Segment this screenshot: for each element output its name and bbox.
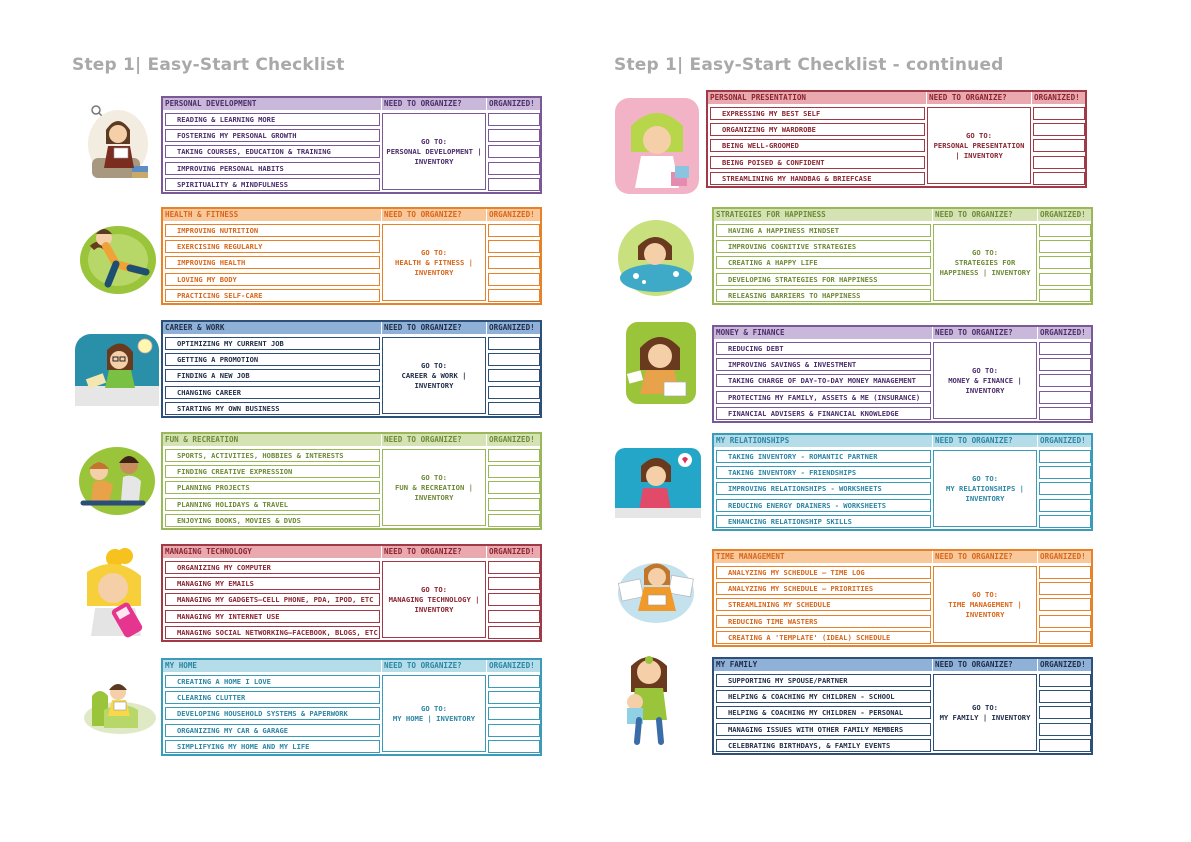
goto-label: GO TO: [421,472,447,482]
organized-checkbox[interactable] [488,224,540,237]
checklist-item: IMPROVING NUTRITION [165,224,380,237]
organized-checkbox[interactable] [1033,107,1085,120]
organized-header: ORGANIZED! [1038,209,1091,221]
checklist-item: ORGANIZING MY WARDROBE [710,123,925,136]
checklist-item: STARTING MY OWN BUSINESS [165,402,380,415]
goto-label: GO TO: [421,360,447,370]
inventory-link[interactable]: MONEY & FINANCE | INVENTORY [948,375,1022,395]
checklist-section [161,207,542,305]
illustration-family-mother [617,650,683,746]
illustration-money-woman [626,322,696,404]
organized-checkbox[interactable] [1039,391,1091,404]
section-title: CAREER & WORK [163,322,381,334]
organized-checkbox[interactable] [1039,598,1091,611]
organized-checkbox[interactable] [488,724,540,737]
checklist-item: PRACTICING SELF-CARE [165,289,380,302]
checklist-item: HELPING & COACHING MY CHILDREN - SCHOOL [716,690,931,703]
organized-checkbox[interactable] [488,481,540,494]
goto-cell [382,224,486,301]
need-to-organize-header: NEED TO ORGANIZE? [927,92,1031,104]
checklist-item: MANAGING ISSUES WITH OTHER FAMILY MEMBERS [716,723,931,736]
checklist-section [706,90,1087,188]
checklist-item: REDUCING TIME WASTERS [716,615,931,628]
inventory-link[interactable]: HEALTH & FITNESS | INVENTORY [395,257,473,277]
organized-checkbox[interactable] [1033,156,1085,169]
checklist-item: CREATING A HAPPY LIFE [716,256,931,269]
checklist-item: BEING POISED & CONFIDENT [710,156,925,169]
organized-checkbox[interactable] [1039,358,1091,371]
organized-header: ORGANIZED! [487,660,540,672]
checklist-item: DEVELOPING HOUSEHOLD SYSTEMS & PAPERWORK [165,707,380,720]
need-to-organize-header: NEED TO ORGANIZE? [933,209,1037,221]
goto-cell [933,674,1037,751]
checklist-section [712,433,1093,531]
checklist-item: BEING WELL-GROOMED [710,139,925,152]
checklist-item: MANAGING MY GADGETS—CELL PHONE, PDA, IPOD, ETC [165,593,380,606]
checklist-section [161,96,542,194]
checklist-item: ENJOYING BOOKS, MOVIES & DVDS [165,514,380,527]
checklist-item: REDUCING ENERGY DRAINERS - WORKSHEETS [716,499,931,512]
organized-checkbox[interactable] [488,691,540,704]
need-to-organize-header: NEED TO ORGANIZE? [382,434,486,446]
checklist-section [161,658,542,756]
organized-checkbox[interactable] [488,162,540,175]
checklist-item: TAKING COURSES, EDUCATION & TRAINING [165,145,380,158]
illustration-two-friends [73,441,159,519]
organized-checkbox[interactable] [488,498,540,511]
need-to-organize-header: NEED TO ORGANIZE? [382,322,486,334]
checklist-section [161,320,542,418]
section-title: FUN & RECREATION [163,434,381,446]
organized-checkbox[interactable] [488,256,540,269]
section-title: MY RELATIONSHIPS [714,435,932,447]
checklist-item: STREAMLINING MY HANDBAG & BRIEFCASE [710,172,925,185]
organized-checkbox[interactable] [488,273,540,286]
section-title: HEALTH & FITNESS [163,209,381,221]
checklist-item: PLANNING HOLIDAYS & TRAVEL [165,498,380,511]
illustration-home-relaxing [74,666,160,740]
checklist-item: HELPING & COACHING MY CHILDREN - PERSONAL [716,706,931,719]
checklist-item: MANAGING MY EMAILS [165,577,380,590]
organized-checkbox[interactable] [1039,515,1091,528]
page-title-left: Step 1| Easy-Start Checklist [72,55,345,75]
illustration-yoga-woman [74,212,160,298]
need-to-organize-header: NEED TO ORGANIZE? [933,551,1037,563]
need-to-organize-header: NEED TO ORGANIZE? [382,98,486,110]
need-to-organize-header: NEED TO ORGANIZE? [933,327,1037,339]
checklist-item: READING & LEARNING MORE [165,113,380,126]
organized-checkbox[interactable] [488,593,540,606]
section-title: MANAGING TECHNOLOGY [163,546,381,558]
organized-checkbox[interactable] [1039,582,1091,595]
goto-label: GO TO: [972,365,998,375]
goto-cell [382,675,486,752]
checklist-item: ORGANIZING MY CAR & GARAGE [165,724,380,737]
checklist-item: PLANNING PROJECTS [165,481,380,494]
organized-checkbox[interactable] [488,353,540,366]
illustration-reading-woman [82,100,158,188]
checklist-item: IMPROVING HEALTH [165,256,380,269]
organized-header: ORGANIZED! [487,209,540,221]
checklist-section [712,325,1093,423]
organized-checkbox[interactable] [488,402,540,415]
section-title: PERSONAL DEVELOPMENT [163,98,381,110]
goto-label: GO TO: [972,473,998,483]
checklist-item: MANAGING SOCIAL NETWORKING—FACEBOOK, BLOGS, ETC [165,626,380,639]
checklist-item: GETTING A PROMOTION [165,353,380,366]
checklist-item: SPORTS, ACTIVITIES, HOBBIES & INTERESTS [165,449,380,462]
organized-checkbox[interactable] [1039,450,1091,463]
inventory-link[interactable]: MY RELATIONSHIPS | INVENTORY [946,483,1024,503]
checklist-item: FOSTERING MY PERSONAL GROWTH [165,129,380,142]
checklist-item: CREATING A HOME I LOVE [165,675,380,688]
organized-checkbox[interactable] [1039,615,1091,628]
organized-checkbox[interactable] [488,610,540,623]
organized-checkbox[interactable] [1039,256,1091,269]
goto-label: GO TO: [421,247,447,257]
inventory-link[interactable]: STRATEGIES FOR HAPPINESS | INVENTORY [939,257,1031,277]
organized-checkbox[interactable] [1039,674,1091,687]
checklist-item: SUPPORTING MY SPOUSE/PARTNER [716,674,931,687]
checklist-item: REDUCING DEBT [716,342,931,355]
organized-checkbox[interactable] [488,561,540,574]
checklist-item: TAKING CHARGE OF DAY-TO-DAY MONEY MANAGEMENT [716,374,931,387]
illustration-phone-woman [73,546,159,642]
goto-cell [382,561,486,638]
section-title: MONEY & FINANCE [714,327,932,339]
inventory-link[interactable]: FUN & RECREATION | INVENTORY [395,482,473,502]
checklist-item: IMPROVING SAVINGS & INVESTMENT [716,358,931,371]
organized-checkbox[interactable] [1033,172,1085,185]
illustration-happiness-bath [614,216,700,302]
organized-checkbox[interactable] [488,465,540,478]
illustration-relationships-woman [615,446,701,522]
goto-cell [933,450,1037,527]
checklist-item: DEVELOPING STRATEGIES FOR HAPPINESS [716,273,931,286]
organized-checkbox[interactable] [1039,706,1091,719]
checklist-item: CREATING A 'TEMPLATE' (IDEAL) SCHEDULE [716,631,931,644]
organized-checkbox[interactable] [488,369,540,382]
organized-checkbox[interactable] [1039,631,1091,644]
page-title-right: Step 1| Easy-Start Checklist - continued [614,55,1004,75]
organized-header: ORGANIZED! [487,434,540,446]
organized-checkbox[interactable] [488,145,540,158]
goto-cell [382,337,486,414]
section-title: TIME MANAGEMENT [714,551,932,563]
checklist-item: ORGANIZING MY COMPUTER [165,561,380,574]
organized-checkbox[interactable] [1039,690,1091,703]
organized-checkbox[interactable] [488,449,540,462]
checklist-item: FINDING A NEW JOB [165,369,380,382]
organized-header: ORGANIZED! [487,98,540,110]
inventory-link[interactable]: TIME MANAGEMENT | INVENTORY [948,599,1022,619]
organized-checkbox[interactable] [488,740,540,753]
need-to-organize-header: NEED TO ORGANIZE? [382,546,486,558]
section-title: STRATEGIES FOR HAPPINESS [714,209,932,221]
checklist-item: MANAGING MY INTERNET USE [165,610,380,623]
need-to-organize-header: NEED TO ORGANIZE? [933,659,1037,671]
inventory-link[interactable]: MY HOME | INVENTORY [392,713,476,723]
inventory-link[interactable]: PERSONAL PRESENTATION | INVENTORY [933,140,1025,160]
organized-header: ORGANIZED! [487,546,540,558]
checklist-item: TAKING INVENTORY - ROMANTIC PARTNER [716,450,931,463]
organized-checkbox[interactable] [488,577,540,590]
organized-checkbox[interactable] [1039,374,1091,387]
checklist-item: LOVING MY BODY [165,273,380,286]
goto-cell [933,224,1037,301]
checklist-item: ENHANCING RELATIONSHIP SKILLS [716,515,931,528]
goto-cell [933,342,1037,419]
organized-checkbox[interactable] [1033,123,1085,136]
organized-checkbox[interactable] [1033,139,1085,152]
organized-checkbox[interactable] [488,675,540,688]
checklist-item: EXPRESSING MY BEST SELF [710,107,925,120]
section-title: MY HOME [163,660,381,672]
illustration-time-management [614,555,700,627]
checklist-item: ANALYZING MY SCHEDULE – TIME LOG [716,566,931,579]
organized-checkbox[interactable] [1039,342,1091,355]
organized-checkbox[interactable] [488,514,540,527]
organized-checkbox[interactable] [488,129,540,142]
organized-checkbox[interactable] [1039,723,1091,736]
section-title: PERSONAL PRESENTATION [708,92,926,104]
goto-label: GO TO: [421,703,447,713]
goto-label: GO TO: [972,247,998,257]
organized-checkbox[interactable] [1039,240,1091,253]
goto-cell [382,113,486,190]
inventory-link[interactable]: MANAGING TECHNOLOGY | INVENTORY [388,594,480,614]
checklist-item: ANALYZING MY SCHEDULE – PRIORITIES [716,582,931,595]
organized-checkbox[interactable] [488,626,540,639]
checklist-item: IMPROVING PERSONAL HABITS [165,162,380,175]
checklist-item: FINANCIAL ADVISERS & FINANCIAL KNOWLEDGE [716,407,931,420]
goto-label: GO TO: [421,584,447,594]
goto-label: GO TO: [972,702,998,712]
checklist-item: HAVING A HAPPINESS MINDSET [716,224,931,237]
checklist-section [712,207,1093,305]
organized-checkbox[interactable] [1039,566,1091,579]
organized-checkbox[interactable] [1039,466,1091,479]
checklist-item: TAKING INVENTORY - FRIENDSHIPS [716,466,931,479]
organized-header: ORGANIZED! [1038,327,1091,339]
goto-label: GO TO: [421,136,447,146]
checklist-section [712,549,1093,647]
organized-checkbox[interactable] [1039,289,1091,302]
goto-cell [927,107,1031,184]
inventory-link[interactable]: MY FAMILY | INVENTORY [939,712,1031,722]
inventory-link[interactable]: PERSONAL DEVELOPMENT | INVENTORY [386,146,482,166]
goto-cell [933,566,1037,643]
checklist-item: PROTECTING MY FAMILY, ASSETS & ME (INSURANCE) [716,391,931,404]
checklist-item: CHANGING CAREER [165,386,380,399]
organized-checkbox[interactable] [488,178,540,191]
need-to-organize-header: NEED TO ORGANIZE? [382,660,486,672]
inventory-link[interactable]: CAREER & WORK | INVENTORY [401,370,467,390]
organized-checkbox[interactable] [488,337,540,350]
organized-checkbox[interactable] [1039,739,1091,752]
organized-checkbox[interactable] [488,386,540,399]
organized-checkbox[interactable] [1039,482,1091,495]
organized-header: ORGANIZED! [1032,92,1085,104]
goto-label: GO TO: [966,130,992,140]
organized-checkbox[interactable] [488,113,540,126]
checklist-section [161,544,542,642]
checklist-item: CLEARING CLUTTER [165,691,380,704]
organized-header: ORGANIZED! [1038,435,1091,447]
checklist-item: SIMPLIFYING MY HOME AND MY LIFE [165,740,380,753]
checklist-item: RELEASING BARRIERS TO HAPPINESS [716,289,931,302]
organized-header: ORGANIZED! [487,322,540,334]
organized-checkbox[interactable] [488,240,540,253]
organized-checkbox[interactable] [1039,499,1091,512]
checklist-item: FINDING CREATIVE EXPRESSION [165,465,380,478]
checklist-item: IMPROVING RELATIONSHIPS - WORKSHEETS [716,482,931,495]
checklist-section [712,657,1093,755]
organized-header: ORGANIZED! [1038,659,1091,671]
need-to-organize-header: NEED TO ORGANIZE? [382,209,486,221]
organized-checkbox[interactable] [1039,407,1091,420]
section-title: MY FAMILY [714,659,932,671]
need-to-organize-header: NEED TO ORGANIZE? [933,435,1037,447]
checklist-item: IMPROVING COGNITIVE STRATEGIES [716,240,931,253]
checklist-item: STREAMLINING MY SCHEDULE [716,598,931,611]
organized-header: ORGANIZED! [1038,551,1091,563]
illustration-presentation-woman [615,98,699,194]
checklist-item: CELEBRATING BIRTHDAYS, & FAMILY EVENTS [716,739,931,752]
checklist-item: OPTIMIZING MY CURRENT JOB [165,337,380,350]
goto-label: GO TO: [972,589,998,599]
goto-cell [382,449,486,526]
organized-checkbox[interactable] [488,289,540,302]
illustration-career-woman [73,330,161,410]
organized-checkbox[interactable] [1039,224,1091,237]
organized-checkbox[interactable] [488,707,540,720]
checklist-item: SPIRITUALITY & MINDFULNESS [165,178,380,191]
organized-checkbox[interactable] [1039,273,1091,286]
checklist-item: EXERCISING REGULARLY [165,240,380,253]
checklist-section [161,432,542,530]
